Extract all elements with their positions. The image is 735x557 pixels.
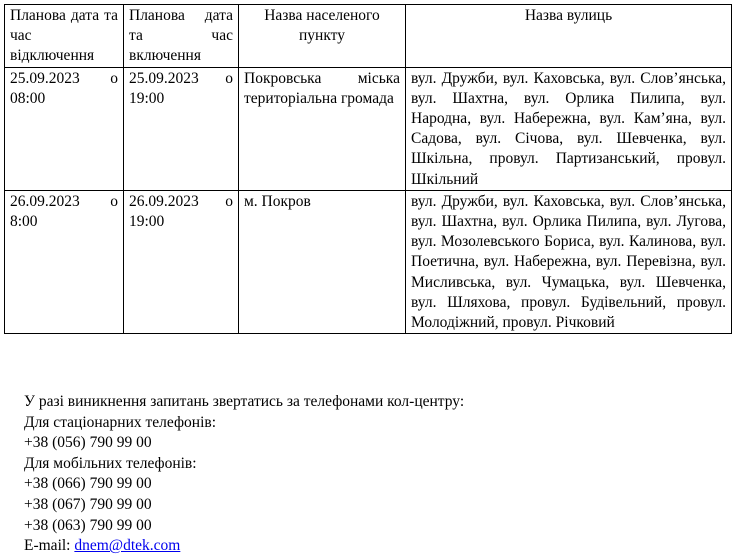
outage-schedule-table <box>4 4 732 334</box>
mobile-label: Для мобільних телефонів: <box>24 454 197 472</box>
landline-phone: +38 (056) 790 99 00 <box>24 434 152 452</box>
email-label: E-mail: <box>24 537 71 555</box>
header-streets: Назва вулиць <box>406 5 732 68</box>
mobile-phone: +38 (066) 790 99 00 <box>24 475 152 493</box>
landline-label: Для стаціонарних телефонів: <box>24 413 217 431</box>
cell-streets: вул. Дружби, вул. Каховська, вул. Слов’янська, вул. Шахтна, вул. Орлика Пилипа, вул. Народна, вул. Набережна, вул. Кам’яна, вул. Садова, вул. Січова, вул. Шевченка, вул. Шкільна, провул. Партизанський, провул. Шкільний <box>406 67 732 190</box>
cell-planned-off: 25.09.2023 о 08:00 <box>5 67 124 190</box>
mobile-phone: +38 (067) 790 99 00 <box>24 495 152 513</box>
header-settlement: Назва населеного пункту <box>239 5 406 68</box>
mobile-phone: +38 (063) 790 99 00 <box>24 516 152 534</box>
table-row <box>5 190 732 333</box>
cell-settlement: Покровська міська територіальна громада <box>239 67 406 190</box>
table-header-row <box>5 5 732 68</box>
contact-info <box>24 392 464 557</box>
contact-intro: У разі виникнення запитань звертатись за телефонами кол-центру: <box>24 393 465 410</box>
cell-settlement: м. Покров <box>239 190 406 333</box>
email-link[interactable]: dnem@dtek.com <box>74 537 181 555</box>
cell-planned-on: 25.09.2023 о 19:00 <box>124 67 239 190</box>
cell-planned-off: 26.09.2023 о 8:00 <box>5 190 124 333</box>
header-planned-on: Планова дата та час включення <box>124 5 239 68</box>
email-line <box>24 536 464 557</box>
cell-streets: вул. Дружби, вул. Каховська, вул. Слов’янська, вул. Шахтна, вул. Орлика Пилипа, вул. Лугова, вул. Мозолевського Бориса, вул. Калинова, вул. Поетична, вул. Набережна, вул. Перевізна, вул. Мисливська, вул. Чумацька, вул. Шевченка, вул. Шляхова, провул. Будівельний, провул. Молодіжний, провул. Річковий <box>406 190 732 333</box>
cell-planned-on: 26.09.2023 о 19:00 <box>124 190 239 333</box>
header-planned-off: Планова дата та час відключення <box>5 5 124 68</box>
table-row <box>5 67 732 190</box>
